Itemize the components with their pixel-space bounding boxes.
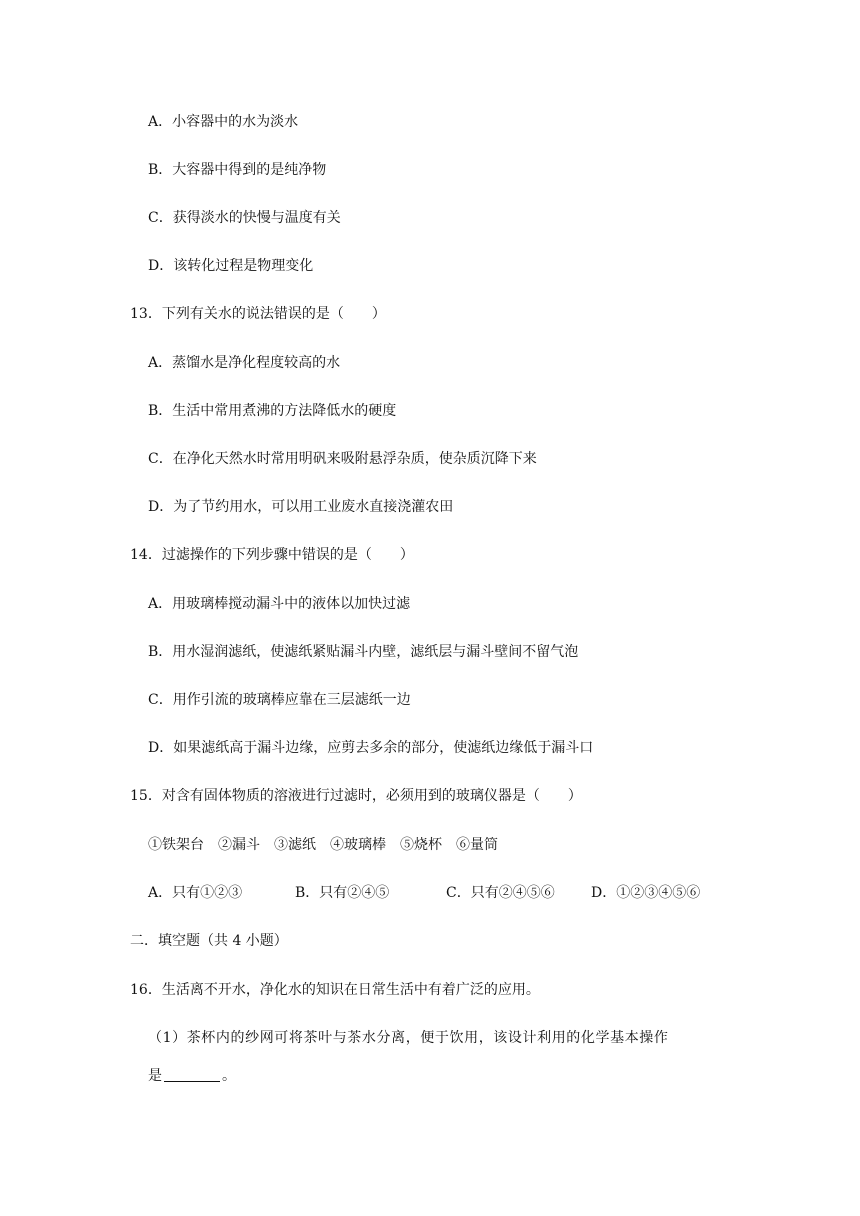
q15-choices-row — [148, 883, 748, 903]
q15-choice-a: A．只有①②③ — [148, 885, 243, 901]
q12-option-c: C．获得淡水的快慢与温度有关 — [148, 210, 341, 226]
q15-stem: 15．对含有固体物质的溶液进行过滤时，必须用到的玻璃仪器是（ ） — [130, 788, 582, 804]
q15-choice-c: C．只有②④⑤⑥ — [446, 885, 555, 901]
q14-option-a: A．用玻璃棒搅动漏斗中的液体以加快过滤 — [148, 596, 411, 612]
q13-stem: 13．下列有关水的说法错误的是（ ） — [130, 306, 386, 322]
q16-part1-line1: （1）茶杯内的纱网可将茶叶与茶水分离，便于饮用，该设计利用的化学基本操作 — [148, 1030, 669, 1046]
q13-option-b: B．生活中常用煮沸的方法降低水的硬度 — [148, 403, 397, 419]
q14-stem: 14．过滤操作的下列步骤中错误的是（ ） — [130, 547, 414, 563]
q13-option-d: D．为了节约用水，可以用工业废水直接浇灌农田 — [148, 499, 454, 515]
q12-option-d: D．该转化过程是物理变化 — [148, 258, 314, 274]
q16-stem: 16．生活离不开水，净化水的知识在日常生活中有着广泛的应用。 — [130, 982, 540, 998]
q14-option-c: C．用作引流的玻璃棒应靠在三层滤纸一边 — [148, 692, 411, 708]
q14-option-d: D．如果滤纸高于漏斗边缘，应剪去多余的部分，使滤纸边缘低于漏斗口 — [148, 740, 594, 756]
q16-part1-line2 — [148, 1066, 236, 1086]
q14-option-b: B．用水湿润滤纸，使滤纸紧贴漏斗内壁，滤纸层与漏斗壁间不留气泡 — [148, 644, 579, 660]
q15-choice-d: D．①②③④⑤⑥ — [591, 885, 701, 901]
q16-part1-prefix: 是 — [148, 1068, 162, 1084]
q12-option-a: A．小容器中的水为淡水 — [148, 114, 299, 130]
q13-option-c: C．在净化天然水时常用明矾来吸附悬浮杂质，使杂质沉降下来 — [148, 451, 537, 467]
q12-option-b: B．大容器中得到的是纯净物 — [148, 162, 327, 178]
q13-option-a: A．蒸馏水是净化程度较高的水 — [148, 355, 341, 371]
section-heading: 二．填空题（共 4 小题） — [130, 933, 288, 949]
q15-items: ①铁架台 ②漏斗 ③滤纸 ④玻璃棒 ⑤烧杯 ⑥量筒 — [148, 837, 498, 853]
q16-part1-suffix: 。 — [222, 1068, 236, 1084]
answer-blank[interactable] — [164, 1067, 220, 1082]
q15-choice-b: B．只有②④⑤ — [295, 885, 390, 901]
